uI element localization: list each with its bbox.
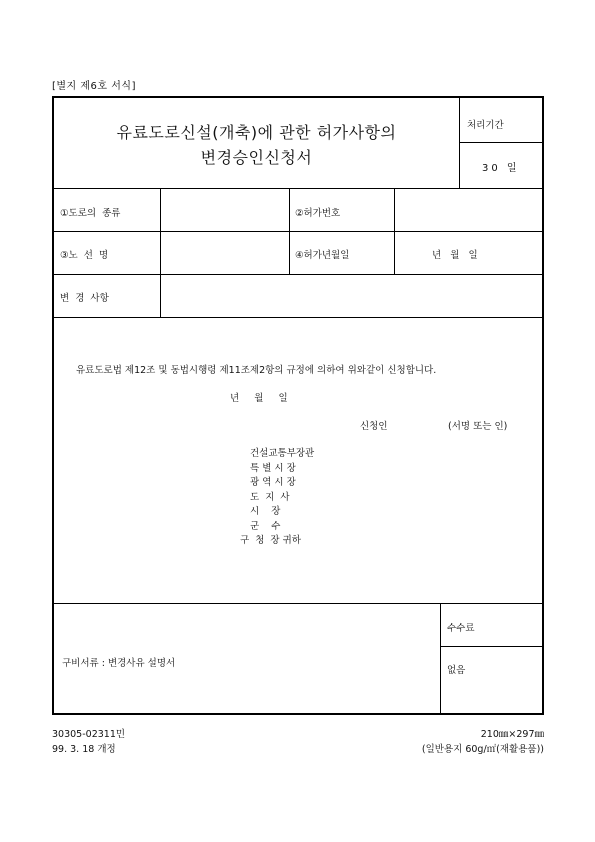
- revision-date: 99. 3. 18 개정: [52, 744, 116, 755]
- paper-size: 210㎜×297㎜: [480, 729, 544, 740]
- fee-divider: [440, 646, 544, 647]
- middle-column-divider: [289, 188, 290, 274]
- changes-label: 변 경 사항: [60, 293, 109, 304]
- road-type-label: ①도로의 종류: [60, 208, 121, 219]
- signature-note: (서명 또는 인): [448, 421, 508, 432]
- processing-period-value: 30 일: [482, 163, 520, 174]
- route-name-label: ③노 선 명: [60, 250, 109, 261]
- applicant-label: 신청인: [360, 421, 388, 432]
- recipient-province: 도 지 사: [250, 491, 290, 503]
- form-number-tag: [별지 제6호 서식]: [52, 81, 136, 92]
- changes-field[interactable]: [161, 275, 543, 316]
- recipient-district: 구 청 장 귀하: [240, 535, 301, 546]
- row-line-2: [54, 231, 544, 232]
- application-statement: 유료도로법 제12조 및 동법시행령 제11조제2항의 규정에 의하여 위와같이 신청합니다.: [76, 365, 437, 376]
- paper-type: (일반용지 60g/㎡(재활용품)): [421, 744, 544, 755]
- recipient-county: 군 수: [250, 520, 281, 532]
- fee-value: 없음: [447, 665, 466, 676]
- title-line-2: 변경승인신청서: [200, 148, 313, 167]
- processing-period-label: 처리기간: [467, 120, 504, 131]
- permit-date-field[interactable]: 년 월 일: [432, 250, 478, 261]
- permit-number-field[interactable]: [395, 189, 543, 230]
- header-divider: [459, 98, 460, 188]
- application-date: 년 월 일: [230, 393, 288, 404]
- application-form: [52, 96, 544, 715]
- recipient-list: [240, 447, 340, 549]
- footer-top-line: [54, 603, 544, 604]
- fee-label: 수수료: [447, 623, 475, 634]
- recipient-special-city: 특 별 시 장: [250, 462, 296, 474]
- attachments-note: 구비서류 : 변경사유 설명서: [62, 658, 176, 669]
- fee-column-divider: [440, 603, 441, 715]
- permit-date-label: ④허가년월일: [295, 250, 350, 261]
- route-name-field[interactable]: [161, 232, 288, 273]
- recipient-metro-city: 광 역 시 장: [250, 477, 296, 488]
- permit-number-label: ②허가번호: [295, 208, 341, 219]
- form-code: 30305-02311민: [52, 729, 126, 740]
- recipient-minister: 건설교통부장관: [250, 448, 315, 459]
- title-line-1: 유료도로신설(개축)에 관한 허가사항의: [116, 123, 397, 142]
- processing-divider: [459, 142, 544, 143]
- form-title: [54, 120, 459, 170]
- recipient-city: 시 장: [250, 506, 281, 517]
- road-type-field[interactable]: [161, 189, 288, 230]
- row-line-4: [54, 317, 544, 318]
